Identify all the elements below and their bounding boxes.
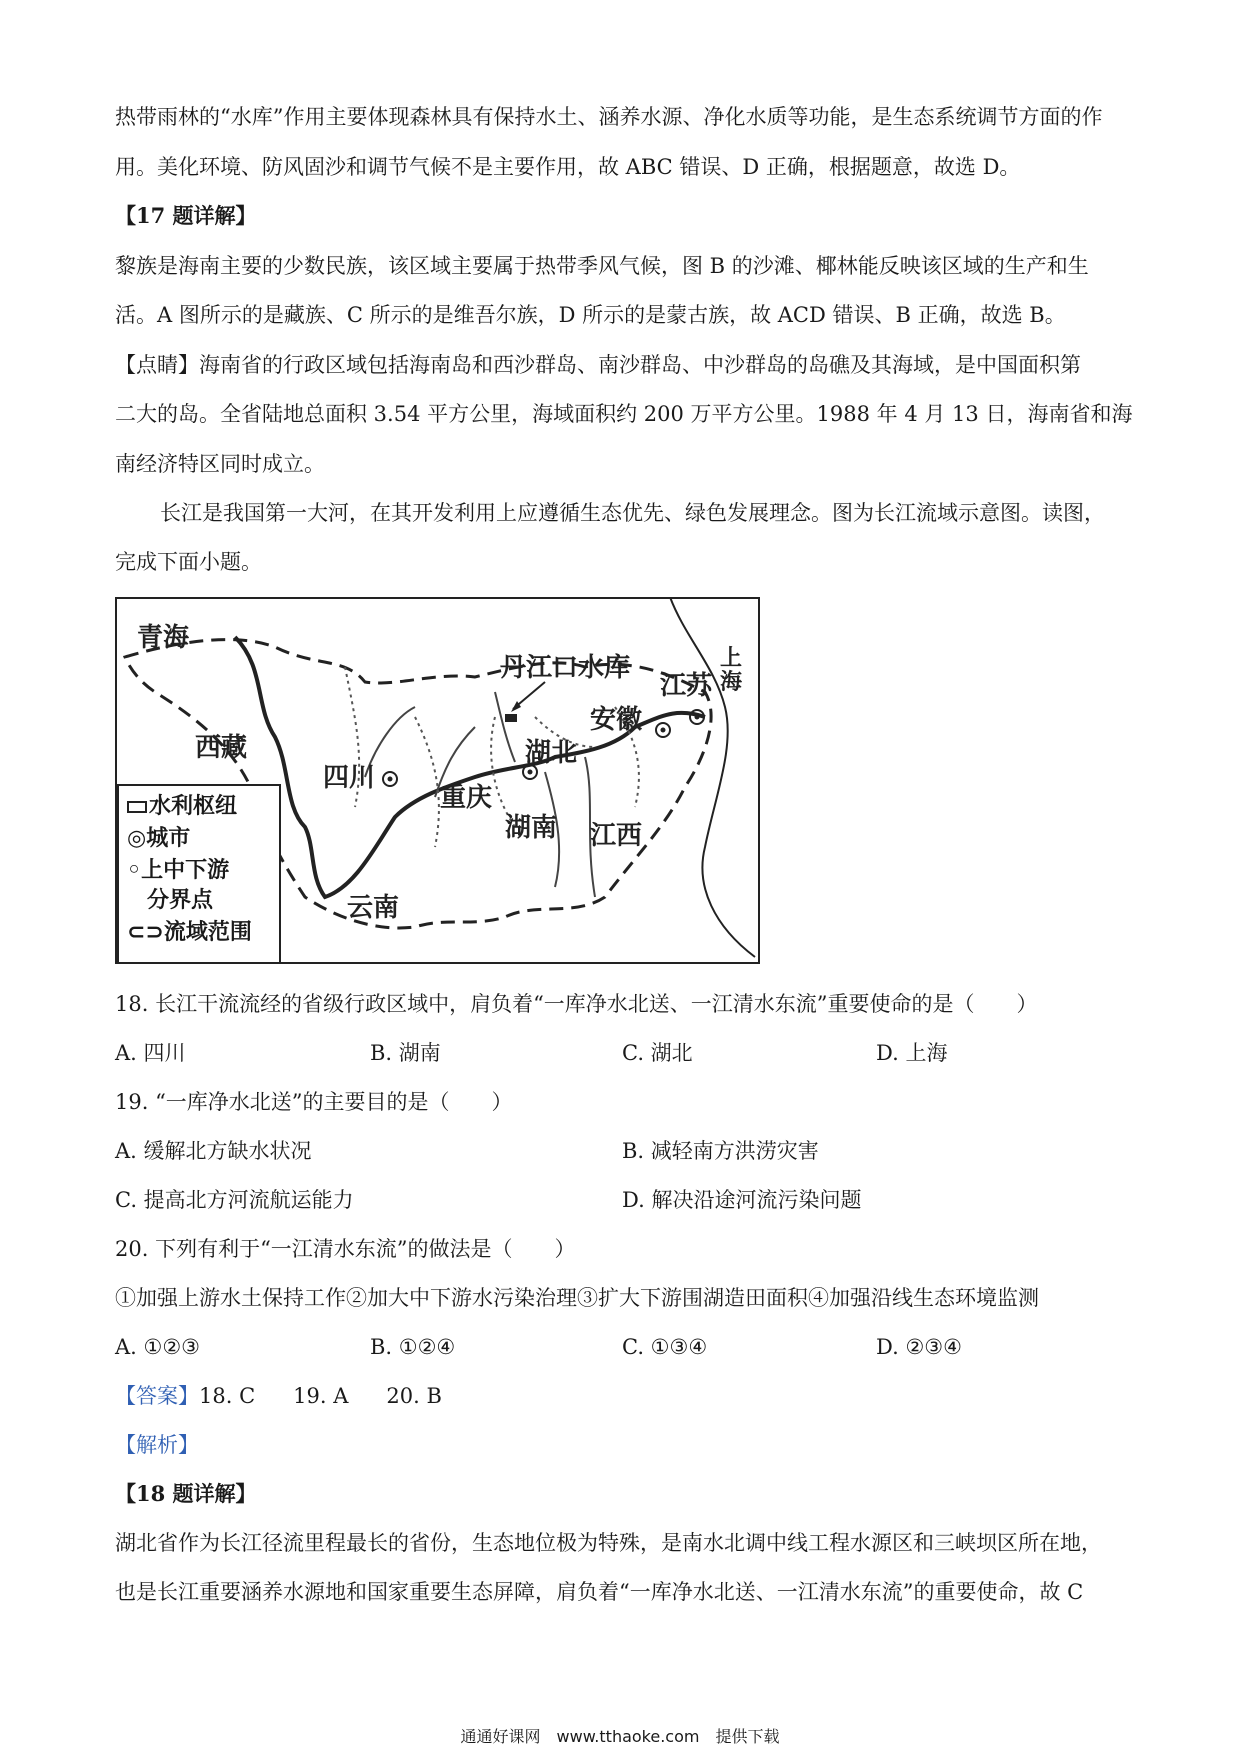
map-label: 安徽 <box>590 705 643 735</box>
question-18: 18. 长江干流流经的省级行政区域中，肩负着“一库净水北送、一江清水东流”重要使命的是（ ） <box>115 992 1038 1016</box>
question-20-items: ①加强上游水土保持工作②加大中下游水污染治理③扩大下游围湖造田面积④加强沿线生态环境监测 <box>115 1286 1039 1310</box>
section-heading-18: 【18 题详解】 <box>115 1481 257 1506</box>
answer-20: 20. B <box>386 1384 442 1408</box>
dam-icon <box>127 801 147 813</box>
q18-option-b[interactable]: B. 湖南 <box>370 1041 441 1065</box>
passage-intro-line: 完成下面小题。 <box>115 550 262 574</box>
legend-city: ◎城市 <box>127 826 191 851</box>
q18-option-a[interactable]: A. 四川 <box>115 1041 186 1065</box>
answer-row <box>115 1382 442 1410</box>
paragraph-line: 南经济特区同时成立。 <box>115 452 325 476</box>
question-19: 19. “一库净水北送”的主要目的是（ ） <box>115 1090 513 1114</box>
q20-option-c[interactable]: C. ①③④ <box>622 1335 708 1359</box>
q19-option-d[interactable]: D. 解决沿途河流污染问题 <box>622 1188 862 1212</box>
paragraph-line: 【点睛】海南省的行政区域包括海南岛和西沙群岛、南沙群岛、中沙群岛的岛礁及其海域，是中国面积第 <box>115 353 1081 377</box>
yangtze-basin-map <box>115 597 760 964</box>
q19-option-b[interactable]: B. 减轻南方洪涝灾害 <box>622 1139 819 1163</box>
paragraph-line: 也是长江重要涵养水源地和国家重要生态屏障，肩负着“一库净水北送、一江清水东流”的重要使命，故 C <box>115 1580 1084 1604</box>
passage-intro-line: 长江是我国第一大河，在其开发利用上应遵循生态优先、绿色发展理念。图为长江流域示意图。读图， <box>160 501 1105 525</box>
page-footer: 通通好课网 www.tthaoke.com 提供下载 <box>460 1727 780 1746</box>
legend-boundary-point-line2: 分界点 <box>147 888 214 913</box>
answer-label: 【答案】 <box>115 1384 199 1408</box>
map-label: 湖北 <box>525 738 578 768</box>
map-label: 江苏 <box>660 671 713 701</box>
q18-option-d[interactable]: D. 上海 <box>876 1041 948 1065</box>
map-label: 西藏 <box>195 733 248 763</box>
paragraph-line: 黎族是海南主要的少数民族，该区域主要属于热带季风气候，图 B 的沙滩、椰林能反映该区域的生产和生 <box>115 254 1089 278</box>
paragraph-line: 热带雨林的“水库”作用主要体现森林具有保持水土、涵养水源、净化水质等功能，是生态系统调节方面的作 <box>115 105 1103 129</box>
analysis-label: 【解析】 <box>115 1433 199 1457</box>
paragraph-line: 活。A 图所示的是藏族、C 所示的是维吾尔族，D 所示的是蒙古族，故 ACD 错误、B 正确，故选 B。 <box>115 303 1066 327</box>
q19-option-a[interactable]: A. 缓解北方缺水状况 <box>115 1139 312 1163</box>
map-label-reservoir: 丹江口水库 <box>500 653 631 683</box>
map-label: 云南 <box>347 893 400 923</box>
point-icon: ◦ <box>127 858 142 883</box>
map-label: 四川 <box>323 763 376 793</box>
map-label: 江西 <box>590 821 643 851</box>
legend-dam: 水利枢纽 <box>127 794 237 820</box>
paragraph-line: 用。美化环境、防风固沙和调节气候不是主要作用，故 ABC 错误、D 正确，根据题意，故选 D。 <box>115 155 1021 179</box>
paragraph-line: 二大的岛。全省陆地总面积 3.54 平方公里，海域面积约 200 万平方公里。1988 年 4 月 13 日，海南省和海 <box>115 402 1133 426</box>
map-label: 上海 <box>720 646 743 695</box>
answer-19: 19. A <box>293 1384 349 1408</box>
legend-basin: ⊂⊃流域范围 <box>127 920 252 945</box>
map-label: 重庆 <box>440 783 493 813</box>
answer-18: 18. C <box>199 1384 256 1408</box>
q20-option-d[interactable]: D. ②③④ <box>876 1335 962 1359</box>
q20-option-b[interactable]: B. ①②④ <box>370 1335 456 1359</box>
map-label: 青海 <box>137 623 190 653</box>
question-20: 20. 下列有利于“一江清水东流”的做法是（ ） <box>115 1237 576 1261</box>
map-label: 湖南 <box>505 813 558 843</box>
map-legend <box>117 784 281 964</box>
city-icon: ◎ <box>127 826 147 851</box>
section-heading-17: 【17 题详解】 <box>115 203 257 228</box>
q20-option-a[interactable]: A. ①②③ <box>115 1335 200 1359</box>
basin-boundary-icon: ⊂⊃ <box>127 920 164 945</box>
legend-boundary-point: ◦上中下游 <box>127 858 230 883</box>
paragraph-line: 湖北省作为长江径流里程最长的省份，生态地位极为特殊，是南水北调中线工程水源区和三峡坝区所在地， <box>115 1531 1102 1555</box>
q19-option-c[interactable]: C. 提高北方河流航运能力 <box>115 1188 354 1212</box>
q18-option-c[interactable]: C. 湖北 <box>622 1041 693 1065</box>
